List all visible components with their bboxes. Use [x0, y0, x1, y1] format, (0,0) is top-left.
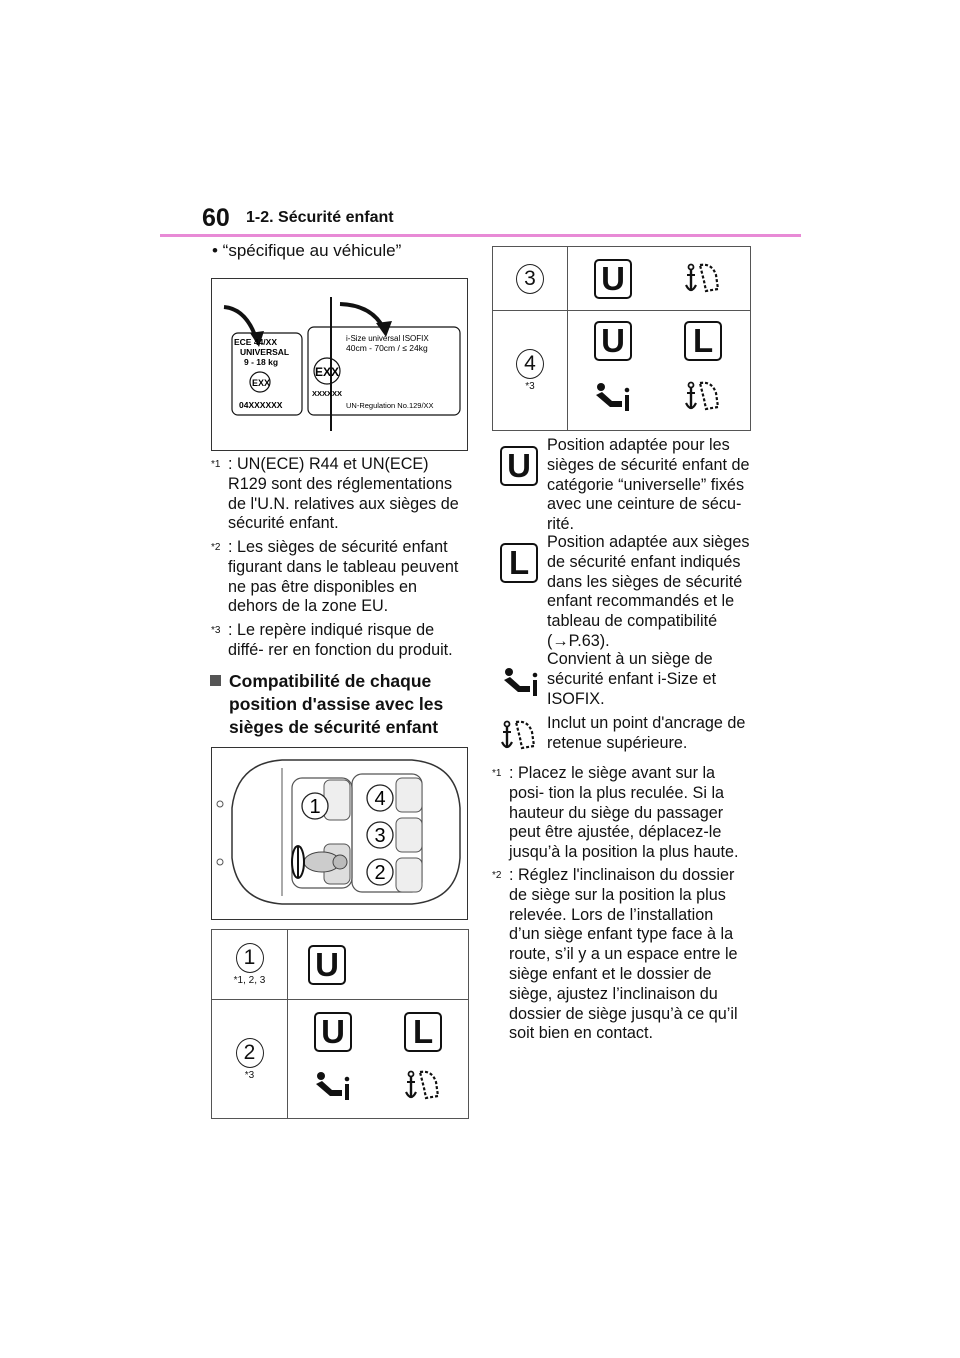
left-note-1-marker: *1: [211, 459, 221, 470]
table-row: [493, 247, 751, 311]
approval-label-illustration: [211, 278, 468, 451]
legend-item-anchor: [500, 714, 758, 758]
right-label-line1: i-Size universal ISOFIX: [346, 334, 429, 343]
table-row: [212, 930, 469, 1000]
bullet-vehicle-specific: • “spécifique au véhicule”: [212, 241, 402, 260]
universal-u-icon: U: [308, 945, 346, 985]
legend-item-l: [500, 533, 758, 650]
position-footnote: *3: [244, 1069, 255, 1081]
left-note-3-marker: *3: [211, 625, 221, 636]
i-size-seat-icon: [500, 662, 540, 702]
car-seat-label-1: 1: [309, 796, 321, 818]
right-note-1-marker: *1: [492, 768, 502, 779]
legend-text-l: Position adaptée aux sièges de sécurité enfant indiqués dans les sièges de sécurité enfant recommandés et le tableau de compatibilité (→P.63).: [547, 533, 750, 650]
left-label-emark: EXX: [252, 378, 271, 388]
position-number: 1: [236, 943, 264, 973]
legend-text-anchor: Inclut un point d'ancrage de retenue supérieure.: [547, 714, 746, 752]
right-note-2-text: : Réglez l'inclinaison du dossier de siège sur la position la plus relevée. Lors de l’installation d’un siège enfant type face à la route, s’il y a un espace entre le siège enfant et le dossier de siège, ajustez l’inclinaison du dossier de siège jusqu’à ce qu’il soit bien en contact.: [509, 866, 738, 1043]
heading-square-icon: [210, 675, 221, 686]
position-number: 3: [516, 264, 544, 294]
lateral-l-icon: L: [500, 543, 538, 583]
i-size-seat-icon: [312, 1066, 352, 1106]
position-number: 2: [236, 1038, 264, 1068]
i-size-seat-icon: [592, 377, 632, 417]
section-title: 1-2. Sécurité enfant: [246, 209, 394, 226]
left-note-3: [211, 621, 469, 663]
lateral-l-icon: L: [404, 1012, 442, 1052]
left-note-3-text: : Le repère indiqué risque de diffé- rer en fonction du produit.: [228, 621, 453, 659]
right-label-regulation: UN-Regulation No.129/XX: [346, 401, 434, 410]
compat-table-right: [492, 246, 751, 431]
section-heading-text: Compatibilité de chaque position d'assise avec les sièges de sécurité enfant: [229, 671, 444, 737]
car-top-view: [212, 748, 467, 919]
lateral-l-icon: L: [684, 321, 722, 361]
universal-u-icon: U: [500, 446, 538, 486]
section-heading: [210, 670, 470, 737]
right-note-2-marker: *2: [492, 870, 502, 881]
left-label-line3: 9 - 18 kg: [244, 357, 279, 367]
right-label-emark: EXX: [315, 365, 340, 379]
legend-text-u: Position adaptée pour les sièges de sécurité enfant de catégorie “universelle” fixés avec une ceinture de sécu- rité.: [547, 436, 750, 534]
left-label-line2: UNIVERSAL: [240, 347, 290, 357]
universal-u-icon: U: [594, 321, 632, 361]
anchor-seat-icon: [500, 716, 540, 756]
legend-item-isize: [500, 650, 758, 712]
seating-position-diagram: [211, 747, 468, 920]
anchor-seat-icon: [684, 377, 724, 417]
universal-u-icon: U: [314, 1012, 352, 1052]
page-number: 60: [202, 204, 230, 232]
left-label-line1: ECE 44/XX: [234, 337, 277, 347]
position-footnote: *1, 2, 3: [233, 975, 266, 986]
universal-u-icon: U: [594, 259, 632, 299]
right-note-2: [492, 866, 750, 1046]
car-seat-label-3: 3: [374, 825, 386, 847]
compat-table-left: [211, 929, 469, 1119]
left-note-2-marker: *2: [211, 542, 221, 553]
left-note-2-text: : Les sièges de sécurité enfant figurant dans le tableau peuvent ne pas être disponibles en dehors de la zone EU.: [228, 538, 459, 616]
left-label-code: 04XXXXXX: [239, 400, 283, 410]
left-note-1-text: : UN(ECE) R44 et UN(ECE) R129 sont des réglementations de l'U.N. relatives aux sièges de sécurité enfant.: [228, 455, 459, 533]
right-label-code: XXXXXX: [312, 389, 343, 398]
legend-item-u: [500, 436, 758, 532]
left-note-2: [211, 538, 469, 618]
table-row: [212, 1000, 469, 1119]
right-label-line2: 40cm - 70cm / ≤ 24kg: [346, 343, 428, 353]
car-seat-label-4: 4: [374, 788, 386, 810]
position-footnote: *3: [525, 381, 535, 392]
right-note-1-text: : Placez le siège avant sur la posi- tion la plus reculée. Si la hauteur du siège du passager peut être ajustée, déplacez-le jusqu’à la position la plus haute.: [509, 764, 739, 862]
approval-label-drawing: [212, 279, 467, 450]
position-number: 4: [516, 349, 544, 379]
legend-text-isize: Convient à un siège de sécurité enfant i-Size et ISOFIX.: [547, 650, 717, 708]
anchor-seat-icon: [404, 1066, 444, 1106]
left-note-1: [211, 455, 469, 535]
header-rule: [160, 234, 801, 237]
car-seat-label-2: 2: [374, 862, 386, 884]
right-note-1: [492, 764, 750, 864]
anchor-seat-icon: [684, 259, 724, 299]
table-row: [493, 311, 751, 431]
